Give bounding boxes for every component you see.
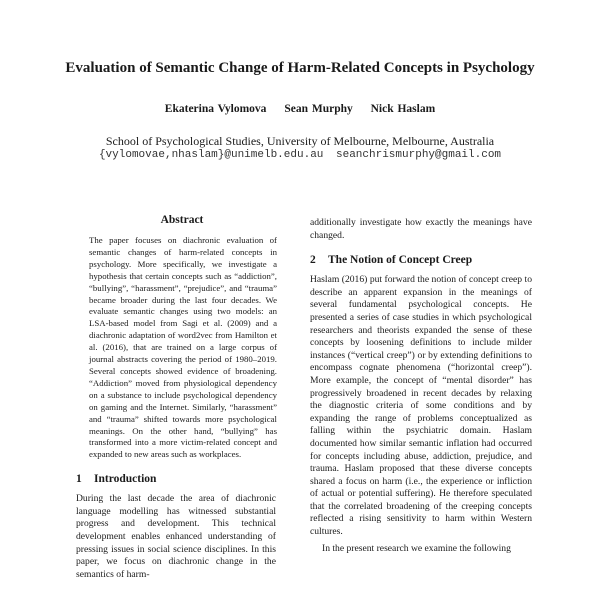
email-list bbox=[0, 149, 600, 161]
introduction-text: During the last decade the area of diachronic language modelling has witnessed substantial progress and development. This technical development enables enhanced understanding of pressing issues in social science disciplines. In this paper, we focus on diachronic change in the semantics of harm- bbox=[76, 493, 276, 580]
section-title: Introduction bbox=[94, 473, 157, 486]
author-name: Sean Murphy bbox=[284, 103, 353, 115]
paper-title: Evaluation of Semantic Change of Harm-Related Concepts in Psychology bbox=[65, 60, 535, 76]
section-heading-introduction bbox=[76, 473, 276, 485]
author-name: Nick Haslam bbox=[370, 103, 436, 115]
section-number: 2 bbox=[310, 254, 316, 267]
concept-creep-paragraph: In the present research we examine the following bbox=[322, 542, 511, 554]
section-heading-concept-creep bbox=[310, 254, 532, 266]
continuation-text: additionally investigate how exactly the meanings have changed. bbox=[310, 217, 532, 241]
email-address: {vylomovae,nhaslam}@unimelb.edu.au bbox=[98, 149, 324, 161]
abstract-heading: Abstract bbox=[160, 214, 204, 226]
affiliation: School of Psychological Studies, University of Melbourne, Melbourne, Australia bbox=[105, 134, 495, 148]
abstract-text: The paper focuses on diachronic evaluation of semantic changes of harm-related concepts in psychology. More specifically, we investigate a hypothesis that certain concepts such as “addiction”, “bullying”, “harassment”, “prejudice”, and “trauma” became broader during the last four decades. We evaluate semantic changes using two models: an LSA-based model from Sagi et al. (2009) and a diachronic adaptation of word2vec from Hamilton et al. (2016), that are trained on a large corpus of journal abstracts covering the period of 1980–2019. Several concepts showed evidence of broadening. “Addiction” moved from physiological dependency on a substance to include psychological dependency on gaming and the Internet. Similarly, “harassment” and “trauma” shifted towards more psychological meanings. On the other hand, “bullying” has transformed into a more victim-related concept and expanded to new areas such as workplaces. bbox=[89, 235, 277, 460]
concept-creep-paragraph: Haslam (2016) put forward the notion of concept creep to describe an apparent expansion in the meanings of several fundamental psychological concepts. He presented a series of case studies in which psychological researchers and theorists expanded the sense of these concepts by loosening definitions to include milder instances (“vertical creep”) or by extending definitions to encompass cognate phenomena (“horizontal creep”). More example, the concept of “mental disorder” has progressively broadened in recent decades by relaxing the diagnostic criteria of some conditions and by expanding the range of problems conceptualized as falling within the psychiatric domain. Haslam documented how similar semantic inflation had occurred for concepts including abuse, addiction, prejudice, and trauma. Haslam proposed that these diverse concepts shared a focus on harm (i.e., the experience or infliction of actual or potential suffering). He therefore speculated that the correlated broadening of the creeping concepts reflected a rising sensitivity to harm within Western cultures. bbox=[310, 274, 532, 538]
left-column bbox=[76, 214, 276, 581]
right-column bbox=[310, 217, 532, 559]
section-number: 1 bbox=[76, 473, 82, 486]
email-address: seanchrismurphy@gmail.com bbox=[336, 149, 502, 161]
author-name: Ekaterina Vylomova bbox=[164, 103, 267, 115]
section-title: The Notion of Concept Creep bbox=[328, 254, 473, 267]
author-list bbox=[0, 103, 600, 115]
